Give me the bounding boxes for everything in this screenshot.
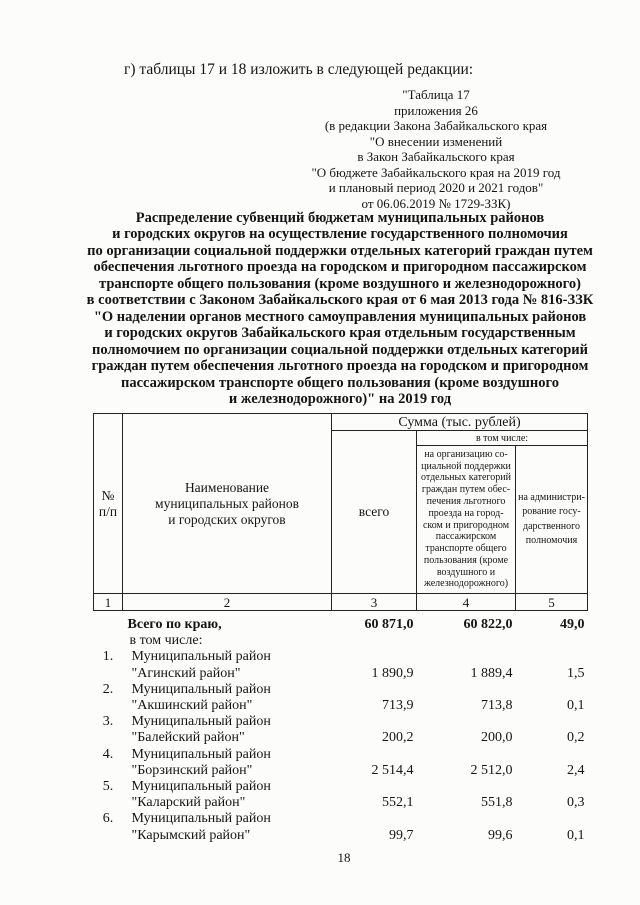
value-social-support: 200,0	[481, 730, 513, 746]
value-total: 99,7	[389, 827, 414, 843]
header-line: Наименование	[184, 479, 270, 495]
district-cell	[123, 714, 332, 746]
spacer-cell	[417, 633, 516, 649]
column-number-cell: 2	[123, 594, 332, 611]
column-number-cell: 5	[516, 594, 588, 611]
reference-line: "Таблица 17	[402, 87, 470, 102]
district-type: Муниципальный район	[131, 714, 271, 730]
row-number: 2.	[102, 681, 114, 697]
title-line: и городских округов Забайкальского края отдельным государственным	[104, 325, 576, 342]
district-type: Муниципальный район	[131, 681, 271, 697]
title-line: в соответствии с Законом Забайкальского края от 6 мая 2013 года № 816-ЗЗК	[86, 292, 594, 309]
spacer-cell	[516, 633, 588, 649]
column-number-cell: 1	[94, 594, 123, 611]
page-number: 18	[337, 850, 351, 865]
district-cell	[123, 779, 332, 811]
total-row	[94, 611, 588, 634]
district-name: "Карымский район"	[131, 827, 251, 843]
header-line: муниципальных районов	[155, 495, 299, 511]
column-header-total: всего	[332, 431, 417, 594]
value-administration: 2,4	[567, 762, 585, 778]
reference-line: "О бюджете Забайкальского края на 2019 год	[311, 164, 561, 180]
spacer-cell	[332, 633, 417, 649]
district-cell	[123, 747, 332, 779]
district-name: "Борзинский район"	[131, 762, 253, 778]
district-cell	[123, 811, 332, 843]
title-line: транспорте общего пользования (кроме воздушного и железнодорожного)	[99, 275, 581, 292]
title-line: полномочием по организации социальной поддержки отдельных категорий	[91, 341, 589, 358]
reference-line: (в редакции Закона Забайкальского края	[324, 118, 548, 133]
value-administration: 0,1	[567, 827, 585, 843]
district-name: "Акшинский район"	[131, 698, 253, 714]
table-row	[94, 811, 588, 843]
header-line: пассажирском	[435, 531, 497, 543]
value-social-support: 1 889,4	[470, 665, 513, 681]
value-total: 552,1	[382, 795, 414, 811]
table-row	[94, 714, 588, 746]
title-line: и городских округов на осуществление государственного полномочия	[112, 226, 568, 243]
amendment-instruction: г) таблицы 17 и 18 изложить в следующей редакции:	[124, 61, 474, 78]
row-number: 5.	[102, 779, 114, 795]
column-number-cell: 4	[417, 594, 516, 611]
value-total: 1 890,9	[371, 665, 414, 681]
column-number-cell: 3	[332, 594, 417, 611]
header-line: п/п	[98, 503, 118, 519]
table-reference-note	[286, 87, 586, 211]
header-line: граждан путем обес-	[421, 484, 511, 496]
header-line: циальной поддержки	[421, 460, 511, 472]
column-header-social-support	[417, 446, 516, 594]
header-line: ском и пригородном	[422, 519, 510, 531]
district-name: "Балейский район"	[131, 730, 245, 746]
header-line: рование госу-	[522, 506, 581, 517]
value-total: 2 514,4	[371, 762, 414, 778]
header-line: и городских округов	[168, 511, 286, 527]
table-row	[94, 649, 588, 681]
header-line: полномочия	[525, 535, 578, 546]
district-type: Муниципальный район	[131, 811, 271, 827]
subvention-table	[93, 413, 588, 844]
reference-line: приложения 26	[394, 102, 478, 118]
reference-line: "О внесении изменений	[369, 133, 503, 149]
district-cell	[123, 649, 332, 681]
total-value-administration: 49,0	[560, 617, 585, 632]
total-value-social-support: 60 822,0	[463, 617, 513, 632]
header-line: на организацию со-	[424, 448, 508, 460]
title-line: по организации социальной поддержки отдельных категорий граждан путем	[87, 242, 593, 259]
value-social-support: 99,6	[488, 827, 513, 843]
including-row	[94, 633, 588, 649]
title-line: "О наделении органов местного самоуправления муниципальных районов	[93, 308, 587, 325]
header-line: воздушного и	[436, 566, 496, 578]
value-administration: 1,5	[567, 665, 585, 681]
column-group-sum: Сумма (тыс. рублей)	[332, 414, 588, 431]
title-line: граждан путем обеспечения льготного проезда на городском и пригородном	[91, 358, 589, 375]
header-row	[94, 414, 588, 431]
table-row	[94, 682, 588, 714]
total-label: Всего по краю,	[127, 617, 222, 632]
value-social-support: 2 512,0	[470, 762, 513, 778]
reference-line: в Закон Забайкальского края	[357, 149, 515, 164]
document-title	[50, 210, 630, 407]
table-row	[94, 747, 588, 779]
table-row	[94, 779, 588, 811]
value-administration: 0,1	[567, 698, 585, 714]
title-line: пассажирском транспорте общего пользования (кроме воздушного	[121, 374, 559, 391]
value-administration: 0,2	[567, 730, 585, 746]
row-number: 6.	[102, 811, 114, 827]
district-name: "Агинский район"	[131, 665, 241, 681]
header-line: транспорте общего	[425, 543, 507, 555]
including-label: в том числе:	[129, 633, 203, 649]
value-total: 713,9	[382, 698, 414, 714]
row-number: 4.	[102, 746, 114, 762]
total-value-all: 60 871,0	[364, 617, 414, 632]
title-line: и железнодорожного)" на 2019 год	[228, 390, 452, 407]
header-line: №	[101, 487, 115, 503]
district-cell	[123, 682, 332, 714]
row-number: 3.	[102, 714, 114, 730]
value-total: 200,2	[382, 730, 414, 746]
value-social-support: 551,8	[481, 795, 513, 811]
title-line: обеспечения льготного проезда на городском и пригородном пассажирском	[93, 259, 587, 276]
reference-line: и плановый период 2020 и 2021 годов"	[328, 180, 544, 195]
district-type: Муниципальный район	[131, 649, 271, 665]
spacer-cell	[94, 611, 123, 634]
column-header-name	[123, 414, 332, 594]
header-line: железнодорожного)	[423, 578, 509, 590]
column-numbers-row	[94, 594, 588, 611]
reference-line: от 06.06.2019 № 1729-ЗЗК)	[361, 195, 511, 211]
header-line: на администри-	[518, 491, 585, 503]
row-number: 1.	[102, 649, 114, 665]
district-name: "Каларский район"	[131, 795, 246, 811]
district-type: Муниципальный район	[131, 779, 271, 795]
column-subgroup-including: в том числе:	[417, 431, 588, 446]
header-line: проезда на город-	[428, 507, 504, 519]
column-header-administration	[516, 446, 588, 594]
header-line: дарственного	[523, 520, 581, 532]
header-line: печения льготного	[426, 495, 506, 507]
value-social-support: 713,8	[481, 698, 513, 714]
value-administration: 0,3	[567, 795, 585, 811]
district-type: Муниципальный район	[131, 746, 271, 762]
spacer-cell	[94, 633, 123, 649]
title-line: Распределение субвенций бюджетам муниципальных районов	[135, 210, 545, 226]
header-line: отдельных категорий	[420, 472, 511, 484]
header-line: пользования (кроме	[423, 554, 509, 566]
column-header-number	[94, 414, 123, 594]
